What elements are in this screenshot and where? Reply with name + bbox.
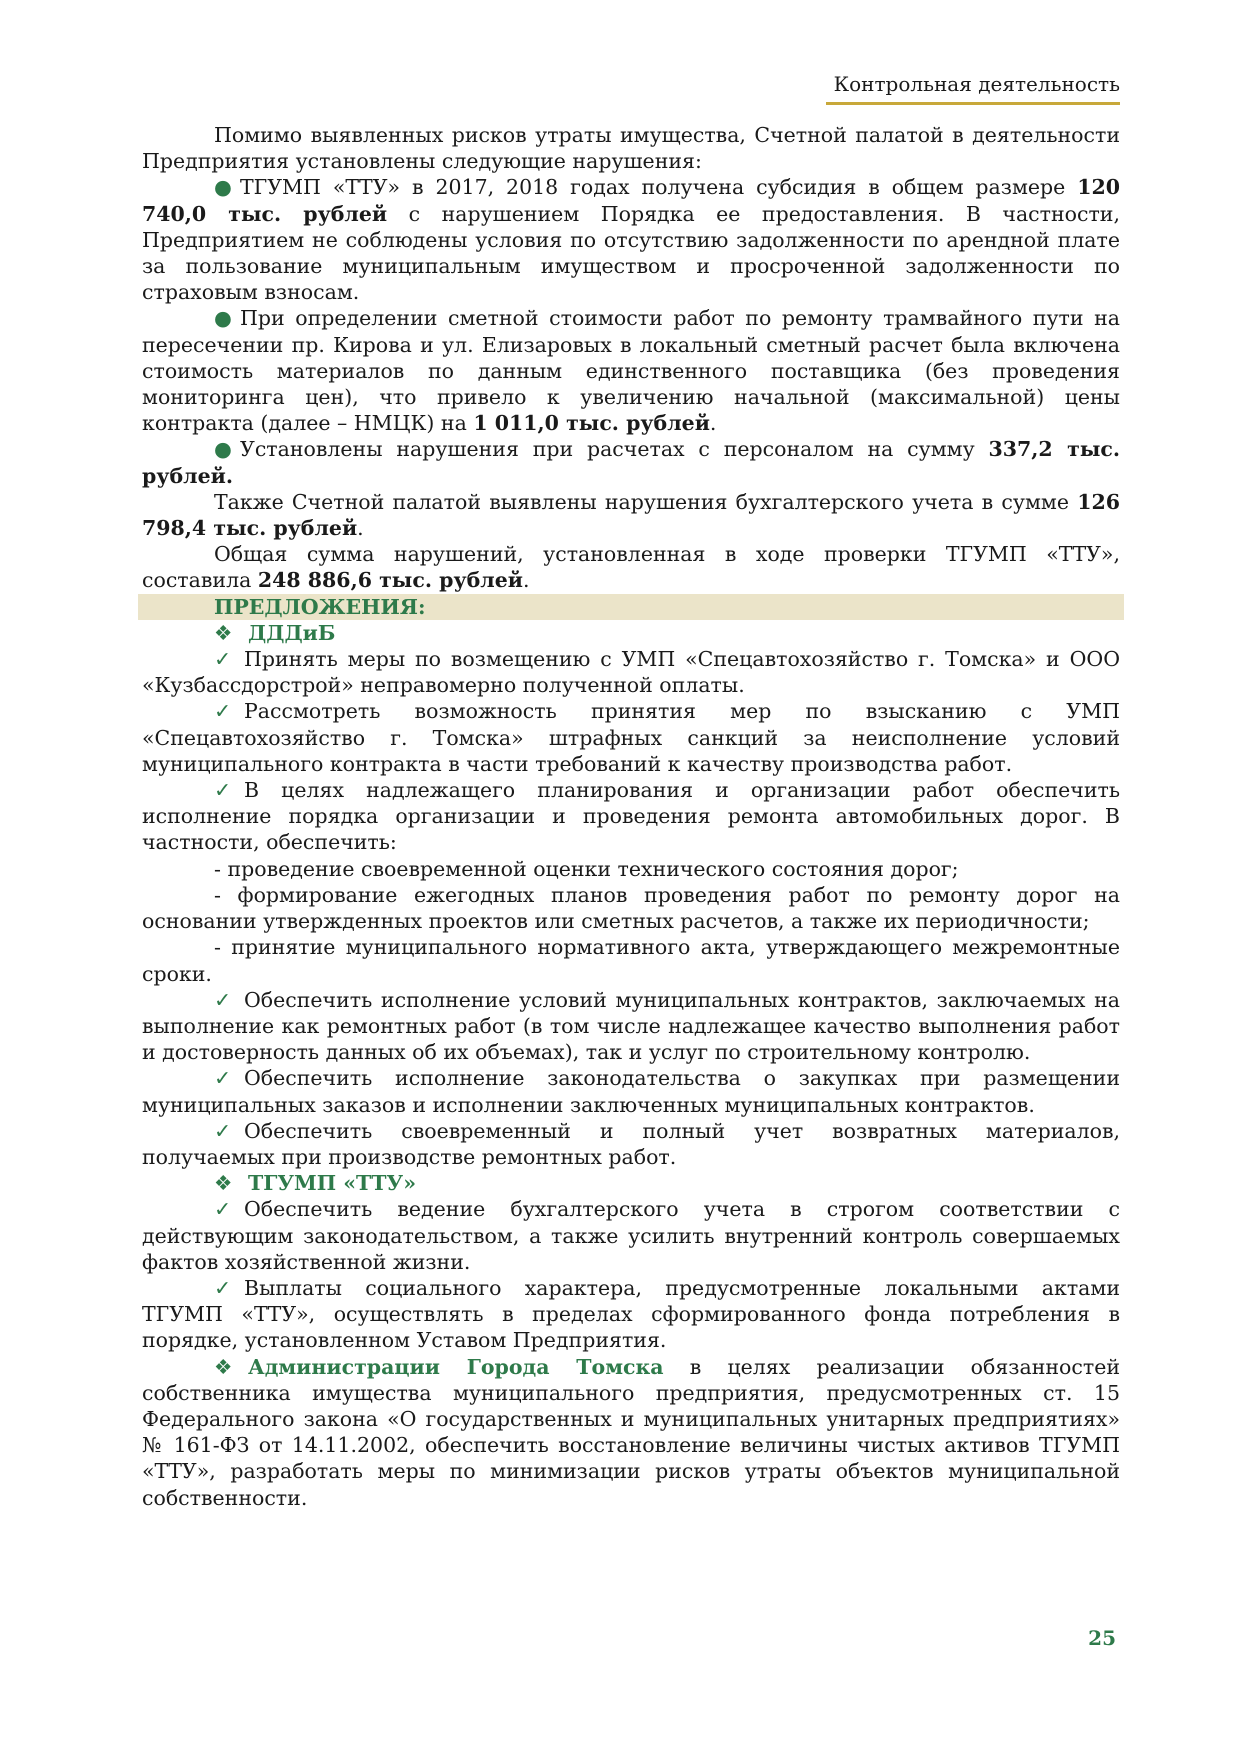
ttu-heading: ❖ ТГУМП «ТТУ»: [214, 1171, 417, 1196]
proposals-heading: ПРЕДЛОЖЕНИЯ:: [138, 594, 1124, 620]
violation-item-1: ● ТГУМП «ТТУ» в 2017, 2018 годах получена субсидия в общем размере 120 740,0 тыс. рублей с нарушением Порядка ее предоставления. В частности, Предприятием не соблюдены условия по отсутствию задолженности по арендной плате за пользование муниципальным имуществом и просроченной задолженности по страховым взносам.: [142, 175, 1120, 305]
diamond-bullet-icon: ❖: [214, 1354, 233, 1379]
ttu-proposal-1: ✓ Обеспечить ведение бухгалтерского учета в строгом соответствии с действующим законодательством, а также усилить внутренний контроль совершаемых фактов хозяйственной жизни.: [142, 1197, 1120, 1274]
ttu-proposal-2: ✓ Выплаты социального характера, предусмотренные локальными актами ТГУМП «ТТУ», осуществлять в пределах сформированного фонда потребления в порядке, установленном Уставом Предприятия.: [142, 1275, 1120, 1353]
ddd-proposal-1: ✓ Принять меры по возмещению с УМП «Спецавтохозяйство г. Томска» и ООО «Кузбассдорстрой» неправомерно полученной оплаты.: [142, 647, 1120, 698]
checkmark-icon: ✓: [214, 1275, 232, 1300]
ddd-proposal-5: ✓ Обеспечить исполнение законодательства о закупках при размещении муниципальных заказов и исполнении заключенных муниципальных контрактов.: [142, 1066, 1120, 1117]
header-underline: [826, 102, 1120, 105]
violation-item-3: ● Установлены нарушения при расчетах с персоналом на сумму 337,2 тыс. рублей.: [142, 437, 1121, 488]
checkmark-icon: ✓: [214, 699, 232, 724]
ddd-proposal-3: ✓ В целях надлежащего планирования и организации работ обеспечить исполнение порядка организации и проведения ремонта автомобильных дорог. В частности, обеспечить:: [142, 778, 1120, 855]
ddd-heading: ❖ ДДДиБ: [214, 620, 336, 645]
page-number: 25: [1088, 1626, 1116, 1650]
admin-proposal: ❖ Администрации Города Томска в целях реализации обязанностей собственника имущества муниципального предприятия, предусмотренных ст. 15 Федерального закона «О государственных и муниципальных унитарных предприятиях» № 161-ФЗ от 14.11.2002, обеспечить восстановление величины чистых активов ТГУМП «ТТУ», разработать меры по минимизации рисков утраты объектов муниципальной собственности.: [142, 1354, 1120, 1510]
ddd-subitem-3: - принятие муниципального нормативного акта, утверждающего межремонтные сроки.: [142, 935, 1120, 986]
diamond-bullet-icon: ❖: [214, 1171, 233, 1196]
checkmark-icon: ✓: [214, 987, 232, 1012]
intro-paragraph: Помимо выявленных рисков утраты имущества, Счетной палатой в деятельности Предприятия установлены следующие нарушения:: [142, 123, 1120, 174]
ddd-subitem-1: - проведение своевременной оценки технического состояния дорог;: [214, 856, 959, 881]
checkmark-icon: ✓: [214, 1197, 232, 1222]
checkmark-icon: ✓: [214, 778, 232, 803]
violation-item-2: ● При определении сметной стоимости работ по ремонту трамвайного пути на пересечении пр. Кирова и ул. Елизаровых в локальный сметный расчет была включена стоимость материалов по данным единственного поставщика (без проведения мониторинга цен), что привело к увеличению начальной (максимальной) цены контракта (далее – НМЦК) на 1 011,0 тыс. рублей.: [142, 306, 1120, 436]
checkmark-icon: ✓: [214, 647, 232, 672]
running-header: Контрольная деятельность: [833, 72, 1120, 96]
ddd-proposal-6: ✓ Обеспечить своевременный и полный учет возвратных материалов, получаемых при производстве ремонтных работ.: [142, 1118, 1120, 1169]
bullet-icon: ●: [214, 437, 232, 462]
page-content: [142, 122, 1120, 1511]
ddd-proposal-2: ✓ Рассмотреть возможность принятия мер по взысканию с УМП «Спецавтохозяйство г. Томска» штрафных санкций за неисполнение условий муниципального контракта в части требований к качеству производства работ.: [142, 699, 1120, 776]
bullet-icon: ●: [214, 306, 232, 331]
accounting-violation-paragraph: Также Счетной палатой выявлены нарушения бухгалтерского учета в сумме 126 798,4 тыс. рублей.: [142, 489, 1120, 541]
bullet-icon: ●: [214, 175, 232, 200]
checkmark-icon: ✓: [214, 1118, 232, 1143]
ddd-proposal-4: ✓ Обеспечить исполнение условий муниципальных контрактов, заключаемых на выполнение как ремонтных работ (в том числе надлежащее качество выполнения работ и достоверность данных об их объемах), так и услуг по строительному контролю.: [142, 987, 1120, 1065]
ddd-subitem-2: - формирование ежегодных планов проведения работ по ремонту дорог на основании утвержденных проектов или сметных расчетов, а также их периодичности;: [142, 882, 1120, 934]
diamond-bullet-icon: ❖: [214, 620, 233, 645]
total-violation-paragraph: Общая сумма нарушений, установленная в ходе проверки ТГУМП «ТТУ», составила 248 886,6 тыс. рублей.: [142, 542, 1120, 593]
checkmark-icon: ✓: [214, 1066, 232, 1091]
